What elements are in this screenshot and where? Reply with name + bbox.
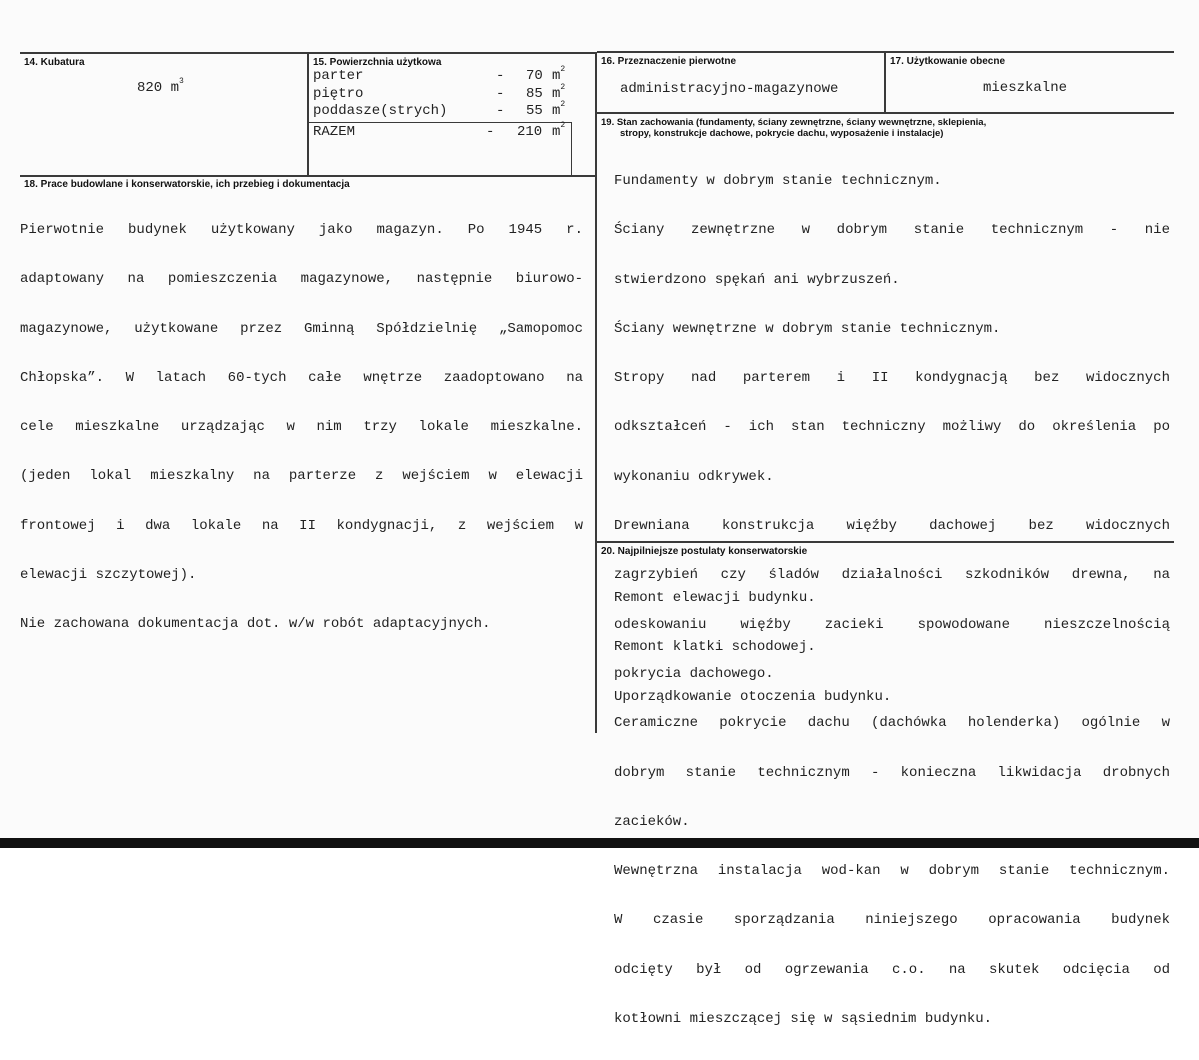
uzytkowanie-label: 17. Użytkowanie obecne — [890, 56, 1006, 67]
prace-line: adaptowany na pomieszczenia magazynowe, następnie biurowo- — [20, 271, 583, 288]
postulaty-text — [614, 558, 891, 738]
kubatura-label: 14. Kubatura — [24, 57, 85, 68]
area-row-parter-value: 70 — [526, 68, 543, 84]
stan-line: pokrycia dachowego. — [614, 665, 774, 682]
powierzchnia-label: 15. Powierzchnia użytkowa — [313, 57, 442, 68]
stan-line: zacieków. — [614, 813, 690, 830]
area-total-dash: - — [486, 124, 495, 140]
prace-line: frontowej i dwa lokale na II kondygnacji, z wejściem w — [20, 517, 583, 534]
postulaty-line: Remont klatki schodowej. — [614, 639, 816, 656]
area-row-parter-dash: - — [496, 68, 505, 84]
area-row-pietro-dash: - — [496, 86, 505, 102]
prace-line: Pierwotnie budynek użytkowany jako magazyn. Po 1945 r. — [20, 222, 583, 238]
postulaty-label: 20. Najpilniejsze postulaty konserwatorskie — [601, 546, 808, 557]
prace-line: (jeden lokal mieszkalny na parterze z wejściem w elewacji — [20, 468, 583, 485]
stan-line: stwierdzono spękań ani wybrzuszeń. — [614, 271, 900, 288]
przeznaczenie-label: 16. Przeznaczenie pierwotne — [601, 56, 737, 67]
prace-line: magazynowe, użytkowane przez Gminną Spółdzielnię „Samopomoc — [20, 320, 583, 337]
stan-line: Stropy nad parterem i II kondygnacją bez widocznych — [614, 370, 1170, 387]
kubatura-unit: m — [170, 80, 180, 96]
uzytkowanie-value: mieszkalne — [983, 80, 1068, 96]
area-row-pietro-name: piętro — [313, 86, 364, 102]
stan-line: W czasie sporządzania niniejszego opracowania budynek — [614, 912, 1170, 929]
prace-text — [20, 190, 583, 666]
stan-line: dobrym stanie technicznym - konieczna likwidacja drobnych — [614, 764, 1170, 781]
stan-line: wykonaniu odkrywek. — [614, 468, 774, 485]
stan-line: Ściany wewnętrzne w dobrym stanie technicznym. — [614, 320, 1001, 337]
stan-line: Drewniana konstrukcja więźby dachowej bez widocznych — [614, 518, 1170, 535]
stan-label-1: 19. Stan zachowania (fundamenty, ściany zewnętrzne, ściany wewnętrzne, sklepienia, — [601, 117, 987, 128]
scan-bottom-edge — [0, 838, 1199, 848]
area-total-unit: $m^2$ — [552, 121, 566, 140]
kubatura-value — [137, 77, 184, 96]
area-row-poddasze-value: 55 — [526, 103, 543, 119]
przeznaczenie-value: administracyjno-magazynowe — [620, 81, 839, 97]
prace-line: Nie zachowana dokumentacja dot. w/w robót adaptacyjnych. — [20, 616, 491, 633]
divider-14-15 — [307, 53, 309, 175]
stan-line: odkształceń - ich stan techniczny możliwy do określenia po — [614, 419, 1170, 436]
prace-label: 18. Prace budowlane i konserwatorskie, ich przebieg i dokumentacja — [24, 179, 350, 190]
prace-line: Chłopska”. W latach 60-tych całe wnętrze zaadoptowano na — [20, 369, 583, 386]
razem-rule — [309, 122, 571, 123]
area-total-name: RAZEM — [313, 124, 356, 140]
area-row-parter-unit: $m^2$ — [552, 65, 566, 84]
prace-line: cele mieszkalne urządzając w nim trzy lokale mieszkalne. — [20, 419, 583, 436]
area-row-poddasze-name: poddasze(strych) — [313, 103, 448, 119]
area-row-pietro-value: 85 — [526, 86, 543, 102]
rule-19-top — [597, 112, 1174, 114]
razem-right-edge — [571, 122, 572, 175]
stan-line: zagrzybień czy śladów działalności szkodników drewna, na — [614, 567, 1170, 584]
stan-line: Wewnętrzna instalacja wod-kan w dobrym stanie technicznym. — [614, 863, 1170, 880]
stan-line: Ściany zewnętrzne w dobrym stanie technicznym - nie — [614, 222, 1170, 239]
area-row-pietro-unit: $m^2$ — [552, 83, 566, 102]
stan-line: Fundamenty w dobrym stanie technicznym. — [614, 173, 942, 189]
postulaty-line: Remont elewacji budynku. — [614, 590, 816, 606]
area-row-parter-name: parter — [313, 68, 364, 84]
area-row-poddasze-unit: $m^2$ — [552, 100, 566, 119]
prace-line: elewacji szczytowej). — [20, 567, 197, 584]
stan-line: Ceramiczne pokrycie dachu (dachówka holenderka) ogólnie w — [614, 715, 1170, 732]
stan-line: kotłowni mieszczącej się w sąsiednim budynku. — [614, 1011, 993, 1028]
postulaty-line: Uporządkowanie otoczenia budynku. — [614, 688, 892, 705]
stan-line: odcięty był od ogrzewania c.o. na skutek odcięcia od — [614, 961, 1170, 978]
divider-16-17 — [884, 52, 886, 112]
stan-label-2: stropy, konstrukcje dachowe, pokrycie dachu, wyposażenie i instalacje) — [620, 128, 944, 139]
rule-18-top — [20, 175, 595, 177]
area-row-poddasze-dash: - — [496, 103, 505, 119]
divider-left-right — [595, 52, 597, 733]
kubatura-number: 820 — [137, 80, 163, 96]
area-total-value: 210 — [517, 124, 543, 140]
stan-line: odeskowaniu więźby zacieki spowodowane nieszczelnością — [614, 616, 1170, 633]
kubatura-unit-exp: 3 — [179, 77, 184, 86]
